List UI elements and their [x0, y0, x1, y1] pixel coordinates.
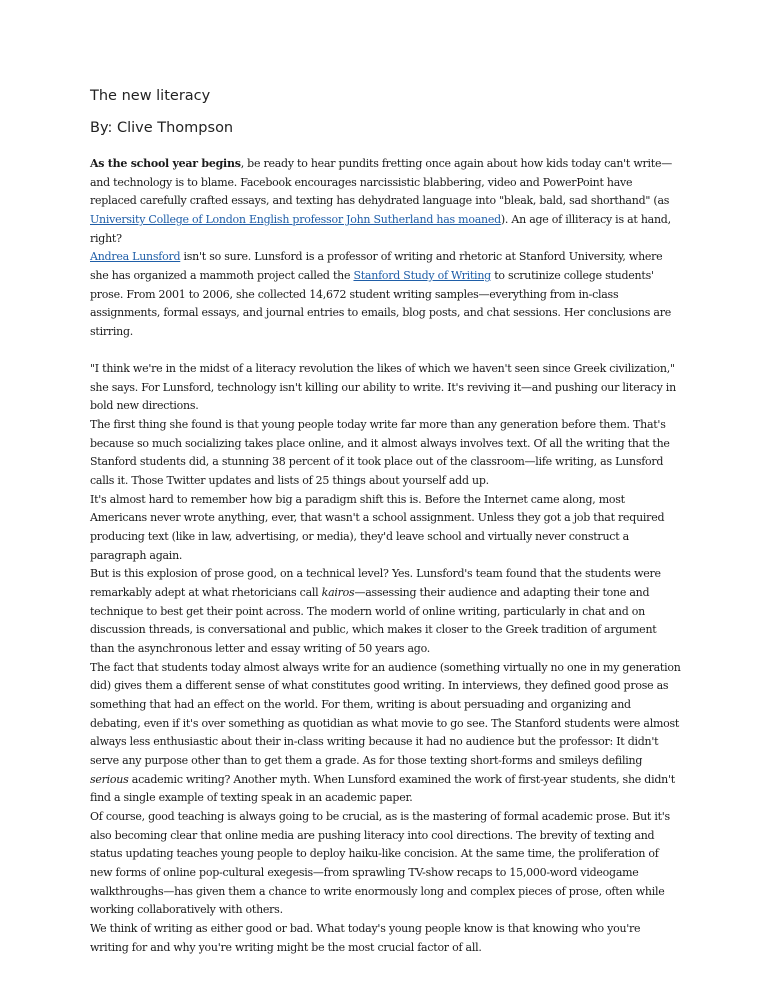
- paragraph-text: The fact that students today almost always write for an audience (something virtually no one in my generation did) gives them a different sense of what constitutes good writing. In interviews, they defined good prose as something that had an effect on the world. For them, writing is about persuading and organizing and debating, even if it's over something as quotidian as what movie to go see. The Stanford students were almost always less enthusiastic about their in-class writing because it had no audience but the professor: It didn't serve any purpose other than to get them a grade. As for those texting short-forms and smileys defiling: [90, 660, 681, 767]
- paragraph-paradigm-shift: It's almost hard to remember how big a paradigm shift this is. Before the Internet came along, most Americans never wrote anything, ever, that wasn't a school assignment. Unless they got a job that required producing text (like in law, advertising, or media), they'd leave school and virtually never construct a paragraph again.: [90, 492, 665, 562]
- paragraph-quote: "I think we're in the midst of a literacy revolution the likes of which we haven't seen since Greek civilization," she says. For Lunsford, technology isn't killing our ability to write. It's reviving it—and pushing our literacy in bold new directions.: [90, 362, 676, 413]
- paragraph-intro: [90, 155, 682, 248]
- link-john-sutherland[interactable]: University College of London English professor John Sutherland has moaned: [90, 212, 501, 226]
- paragraph-conclusion: We think of writing as either good or bad. What today's young people know is that knowing who you're writing for and why you're writing might be the most crucial factor of all.: [90, 921, 641, 954]
- paragraph-text: to scrutinize college students' prose. From 2001 to 2006, she collected 14,672 student writing samples—everything from in-class assignments, formal essays, and journal entries to emails, blog posts, and chat sessions. Her conclusions are stirring.: [90, 268, 671, 338]
- article-byline: By: Clive Thompson: [90, 120, 234, 136]
- paragraph-lunsford: [90, 248, 682, 341]
- paragraph-text: , be ready to hear pundits fretting once again about how kids today can't write—and technology is to blame. Facebook encourages narcissistic blabbering, video and PowerPoint have replaced carefully crafted essays, and texting has dehydrated language into "bleak, bald, sad shorthand" (as: [90, 157, 672, 208]
- link-stanford-study-of-writing[interactable]: Stanford Study of Writing: [353, 268, 491, 282]
- paragraph-text: ). An age of illiteracy is at hand, right?: [90, 212, 671, 245]
- paragraph-text: isn't so sure. Lunsford is a professor of writing and rhetoric at Stanford University, where she has organized a mammoth project called the: [90, 250, 663, 282]
- article-body: [90, 155, 682, 957]
- emphasis-kairos: kairos: [321, 586, 355, 600]
- lead-in-text: As the school year begins: [90, 157, 241, 170]
- paragraph-text: —assessing their audience and adapting their tone and technique to best get their point across. The modern world of online writing, particularly in chat and on discussion threads, is conversational and public, which makes it closer to the Greek tradition of argument than the asynchronous letter and essay writing of 50 years ago.: [90, 586, 657, 655]
- paragraph-text: But is this explosion of prose good, on a technical level? Yes. Lunsford's team found that the students were remarkably adept at what rhetoricians call: [90, 567, 661, 600]
- article-title: The new literacy: [90, 88, 211, 104]
- emphasis-serious: serious: [90, 772, 129, 786]
- paragraph-first-finding: The first thing she found is that young people today write far more than any generation before them. That's because so much socializing takes place online, and it almost always involves text. Of all the writing that the Stanford students did, a stunning 38 percent of it took place out of the classroom—life writing, as Lunsford calls it. Those Twitter updates and lists of 25 things about yourself add up.: [90, 418, 670, 488]
- link-andrea-lunsford[interactable]: Andrea Lunsford: [90, 250, 181, 264]
- paragraph-text: academic writing? Another myth. When Lunsford examined the work of first-year students, she didn't find a single example of texting speak in an academic paper.: [90, 772, 675, 805]
- paragraph-kairos: [90, 565, 682, 658]
- paragraph-teaching: Of course, good teaching is always going to be crucial, as is the mastering of formal academic prose. But it's also becoming clear that online media are pushing literacy into cool directions. The brevity of texting and status updating teaches young people to deploy haiku-like concision. At the same time, the proliferation of new forms of online pop-cultural exegesis—from sprawling TV-show recaps to 15,000-word videogame walkthroughs—has given them a chance to write enormously long and complex pieces of prose, often while working collaboratively with others.: [90, 809, 670, 917]
- paragraph-audience: [90, 659, 682, 808]
